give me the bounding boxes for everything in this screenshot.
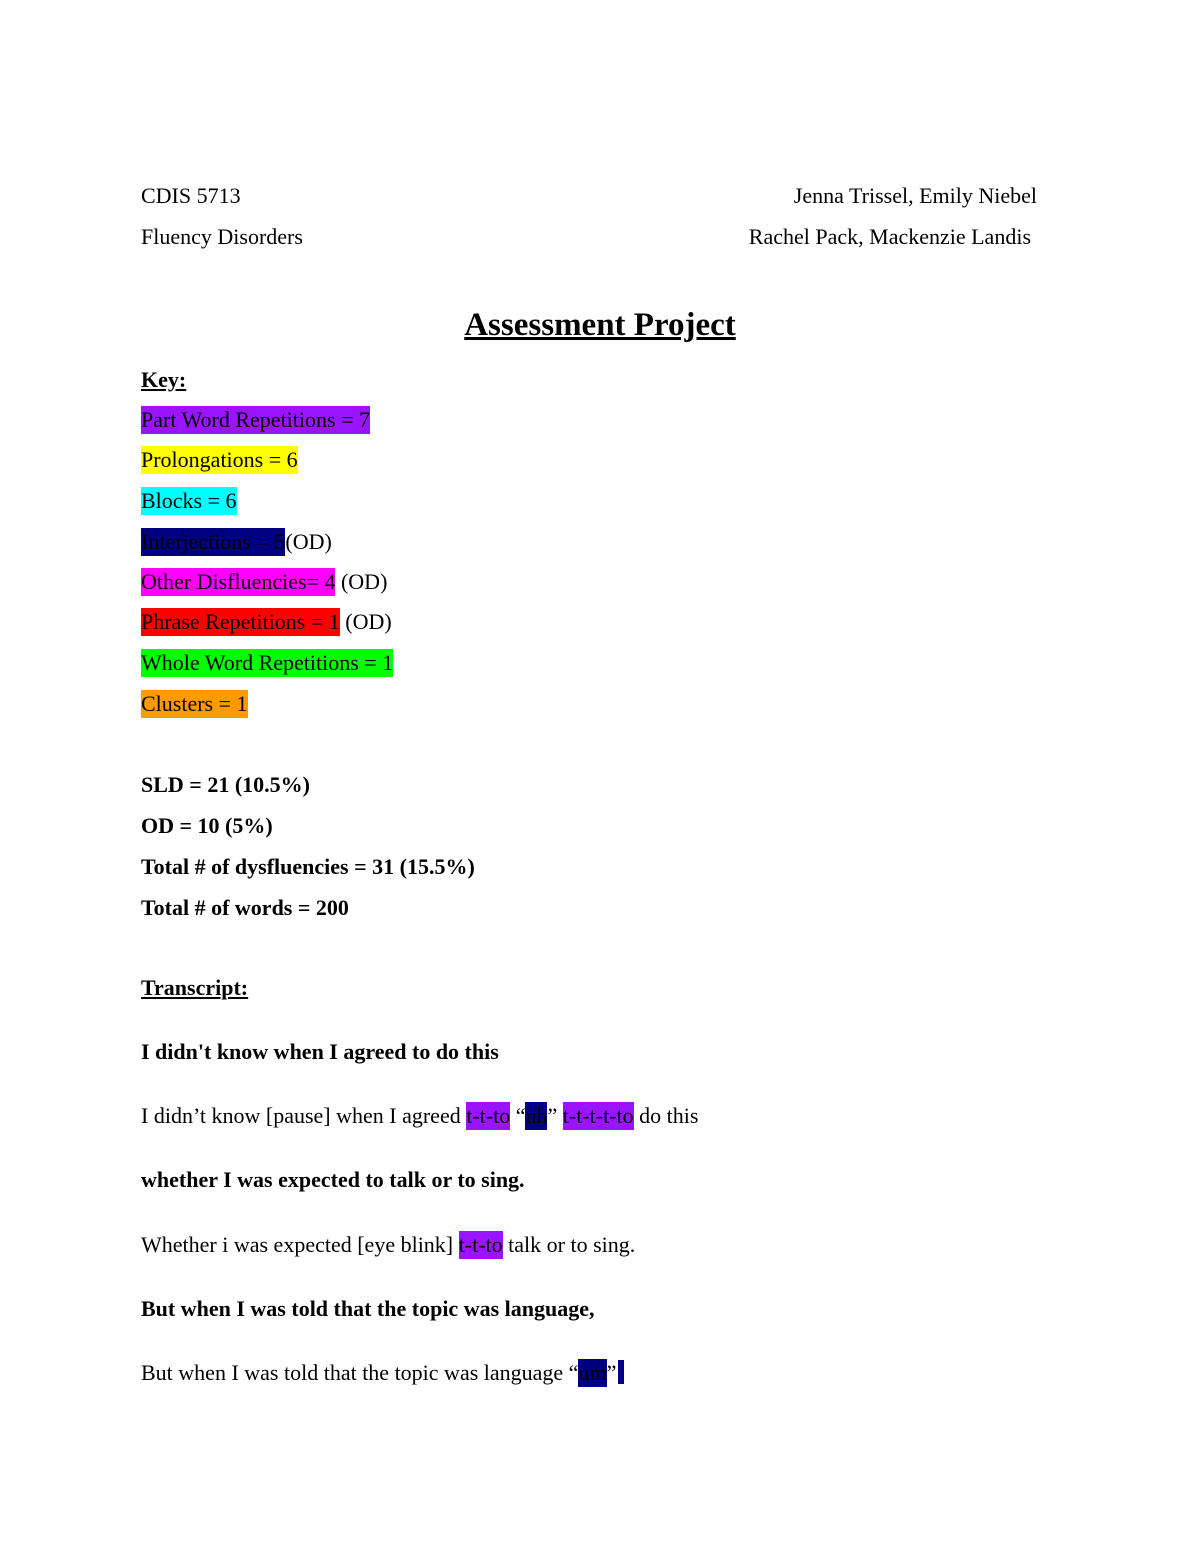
key-item-label: Phrase Repetitions = 1 <box>141 609 340 634</box>
key-item-suffix: (OD) <box>339 609 392 634</box>
key-item-suffix: (OD) <box>335 569 388 594</box>
summary-total-words: Total # of words = 200 <box>141 895 349 920</box>
key-item <box>141 407 370 433</box>
key-item-label: Clusters = 1 <box>141 691 248 716</box>
interjection: um <box>578 1360 607 1385</box>
spoken-text: talk or to sing. <box>502 1232 636 1257</box>
summary-sld: SLD = 21 (10.5%) <box>141 772 310 797</box>
key-item <box>141 691 248 717</box>
key-item <box>141 447 298 473</box>
spoken-text: ” <box>547 1103 563 1128</box>
key-item <box>141 529 332 555</box>
key-item <box>141 650 393 676</box>
text-cursor-highlight <box>618 1360 624 1384</box>
interjection: uh <box>525 1103 548 1128</box>
spoken-text: I didn’t know [pause] when I agreed <box>141 1103 467 1128</box>
course-name: Fluency Disorders <box>141 224 303 249</box>
target-sentence-1: I didn't know when I agreed to do this <box>141 1039 499 1064</box>
spoken-sentence-2 <box>141 1232 635 1258</box>
target-sentence-2: whether I was expected to talk or to sing. <box>141 1167 525 1192</box>
key-item-label: Blocks = 6 <box>141 488 237 513</box>
spoken-text: Whether i was expected [eye blink] <box>141 1232 459 1257</box>
part-word-repetition: t-t-to <box>466 1103 511 1128</box>
key-item-label: Interjections = 5 <box>141 529 286 554</box>
key-item-label: Prolongations = 6 <box>141 447 298 472</box>
key-item-label: Other Disfluencies= 4 <box>141 569 336 594</box>
key-item <box>141 609 392 635</box>
spoken-sentence-3 <box>141 1360 624 1386</box>
key-item <box>141 488 237 514</box>
key-item-label: Whole Word Repetitions = 1 <box>141 650 394 675</box>
course-code: CDIS 5713 <box>141 183 241 208</box>
key-item-label: Part Word Repetitions = 7 <box>141 407 370 432</box>
spoken-text: “ <box>510 1103 526 1128</box>
key-heading: Key: <box>141 367 187 392</box>
authors-line-2: Rachel Pack, Mackenzie Landis <box>748 224 1031 249</box>
transcript-heading: Transcript: <box>141 975 249 1000</box>
part-word-repetition: t-t-t-t-to <box>562 1103 634 1128</box>
page-title: Assessment Project <box>464 307 736 343</box>
authors-line-1: Jenna Trissel, Emily Niebel <box>793 183 1037 208</box>
spoken-text: But when I was told that the topic was language “ <box>141 1360 579 1385</box>
key-item-suffix: (OD) <box>285 529 332 554</box>
spoken-text: ” <box>606 1360 617 1385</box>
target-sentence-3: But when I was told that the topic was language, <box>141 1296 595 1321</box>
key-item <box>141 569 387 595</box>
summary-od: OD = 10 (5%) <box>141 813 273 838</box>
summary-total-dysfluencies: Total # of dysfluencies = 31 (15.5%) <box>141 854 475 879</box>
spoken-sentence-1 <box>141 1103 698 1129</box>
part-word-repetition: t-t-to <box>458 1232 503 1257</box>
spoken-text: do this <box>633 1103 699 1128</box>
